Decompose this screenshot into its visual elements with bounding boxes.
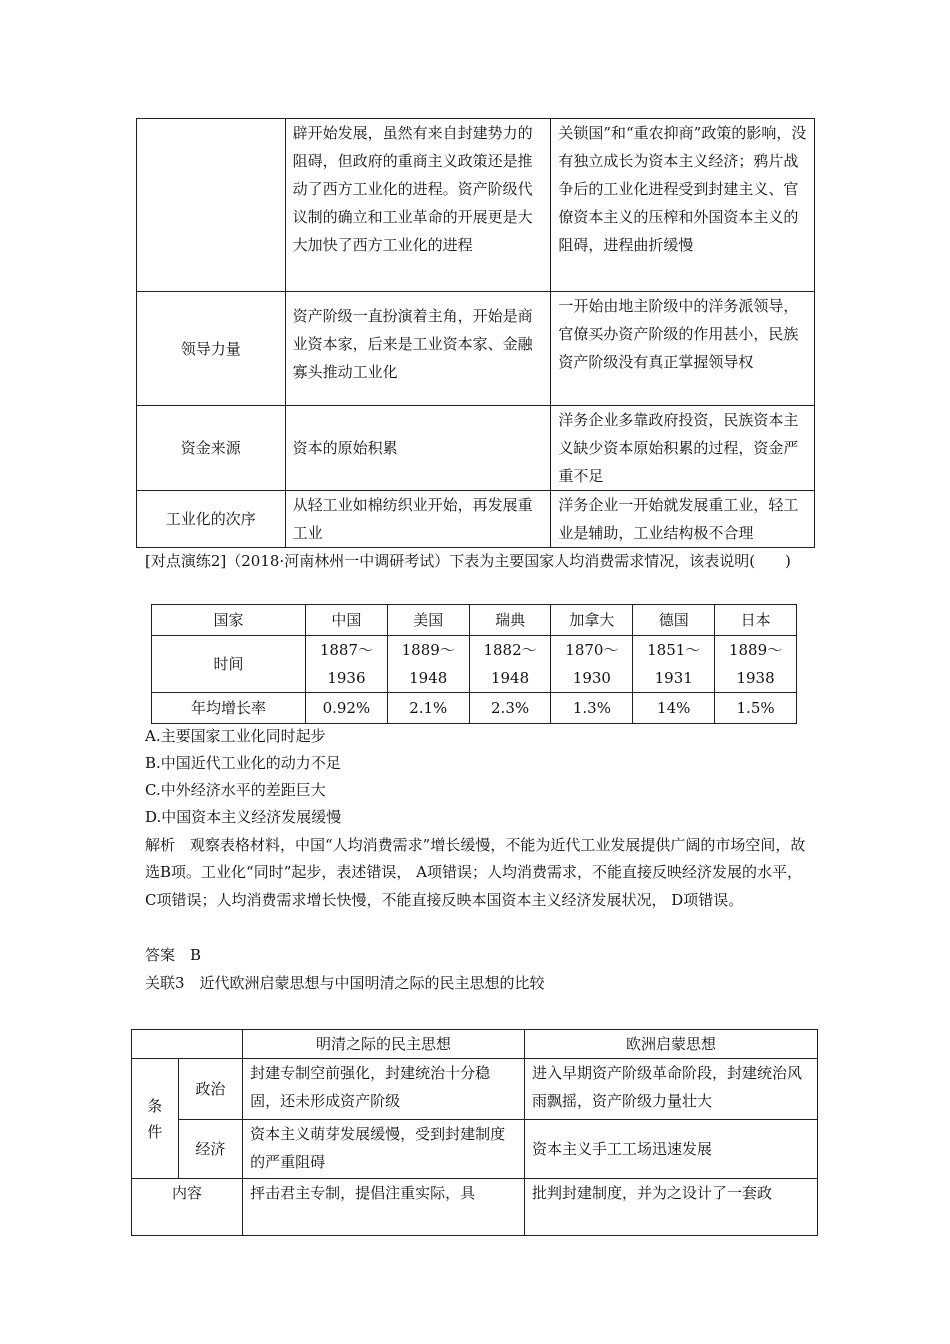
china-cell: 洋务企业一开始就发展重工业，轻工业是辅助，工业结构极不合理	[551, 491, 815, 548]
row-label: 时间	[152, 636, 306, 693]
header-cell: 欧洲启蒙思想	[525, 1030, 818, 1059]
row-label: 经济	[178, 1120, 243, 1179]
option-d: D.中国资本主义经济发展缓慢	[145, 808, 342, 826]
consumption-table	[151, 604, 797, 724]
rate-cell: 14%	[633, 693, 715, 724]
time-cell	[469, 636, 551, 693]
time-cell	[306, 636, 388, 693]
table-cell-empty	[132, 1030, 243, 1059]
time-cell	[715, 636, 797, 693]
header-cell: 中国	[306, 605, 388, 636]
header-cell: 国家	[152, 605, 306, 636]
euro-cell: 进入早期资产阶级革命阶段，封建统治风雨飘摇，资产阶级力量壮大	[525, 1059, 818, 1120]
header-cell: 德国	[633, 605, 715, 636]
enlightenment-comparison-table	[131, 1029, 818, 1236]
table-row	[137, 491, 815, 548]
time-start: 1851～	[647, 641, 701, 659]
industrialization-comparison-table	[136, 118, 815, 548]
time-start: 1870～	[565, 641, 619, 659]
china-cell: 一开始由地主阶级中的洋务派领导，官僚买办资产阶级的作用甚小，民族资产阶级没有真正掌握领导权	[551, 292, 815, 406]
time-cell	[633, 636, 715, 693]
condition-label: 条件	[132, 1059, 179, 1179]
header-cell: 加拿大	[551, 605, 633, 636]
table-row	[152, 693, 797, 724]
row-label: 内容	[132, 1179, 243, 1236]
table-row	[152, 636, 797, 693]
time-end: 1938	[736, 669, 775, 687]
time-cell	[387, 636, 469, 693]
west-cell: 从轻工业如棉纺织业开始，再发展重工业	[285, 491, 551, 548]
china-cell: 洋务企业多靠政府投资，民族资本主义缺少资本原始积累的过程，资金严重不足	[551, 406, 815, 491]
row-label: 资金来源	[137, 406, 286, 491]
time-cell	[551, 636, 633, 693]
west-cell: 资产阶级一直扮演着主角，开始是商业资本家，后来是工业资本家、金融寡头推动工业化	[285, 292, 551, 406]
header-cell: 美国	[387, 605, 469, 636]
row-label: 领导力量	[137, 292, 286, 406]
time-end: 1936	[327, 669, 366, 687]
china-cell: 关锁国”和“重农抑商”政策的影响，没有独立成长为资本主义经济；鸦片战争后的工业化进程受到封建主义、官僚资本主义的压榨和外国资本主义的阻碍，进程曲折缓慢	[551, 119, 815, 292]
row-label: 年均增长率	[152, 693, 306, 724]
table-row	[132, 1059, 818, 1120]
rate-cell: 0.92%	[306, 693, 388, 724]
west-cell: 资本的原始积累	[285, 406, 551, 491]
header-cell: 瑞典	[469, 605, 551, 636]
rate-cell: 2.1%	[387, 693, 469, 724]
table-row	[137, 406, 815, 491]
time-start: 1889～	[401, 641, 455, 659]
euro-cell: 资本主义手工工场迅速发展	[525, 1120, 818, 1179]
header-cell: 明清之际的民主思想	[243, 1030, 525, 1059]
time-start: 1889～	[728, 641, 783, 659]
table-row	[152, 605, 797, 636]
rate-cell: 1.3%	[551, 693, 633, 724]
option-b: B.中国近代工业化的动力不足	[145, 754, 341, 772]
table-row	[137, 292, 815, 406]
rate-cell: 1.5%	[715, 693, 797, 724]
ming-cell: 资本主义萌芽发展缓慢，受到封建制度的严重阻碍	[243, 1120, 525, 1179]
table-row	[137, 119, 815, 292]
table-row	[132, 1120, 818, 1179]
row-label: 政治	[178, 1059, 243, 1120]
option-c: C.中外经济水平的差距巨大	[145, 781, 326, 799]
time-start: 1887～	[319, 641, 373, 659]
header-cell: 日本	[715, 605, 797, 636]
table-cell-empty	[137, 119, 286, 292]
answer: 答案 B	[145, 946, 202, 964]
ming-cell: 抨击君主专制，提倡注重实际，具	[243, 1179, 525, 1236]
analysis: 解析 观察表格材料，中国“人均消费需求”增长缓慢，不能为近代工业发展提供广阔的市场空间，故选B项。工业化“同时”起步，表述错误， A项错误；人均消费需求，不能直接反映经济发展的水平， C项错误；人均消费需求增长快慢，不能直接反映本国资本主义经济发展状况， D项错误。	[145, 836, 806, 909]
time-start: 1882～	[483, 641, 537, 659]
time-end: 1948	[409, 669, 448, 687]
ming-cell: 封建专制空前强化，封建统治十分稳固，还未形成资产阶级	[243, 1059, 525, 1120]
question-stem: [对点演练2]（2018·河南林州一中调研考试）下表为主要国家人均消费需求情况，该表说明( )	[145, 552, 791, 570]
euro-cell: 批判封建制度，并为之设计了一套政	[525, 1179, 818, 1236]
option-a: A.主要国家工业化同时起步	[145, 727, 326, 745]
time-end: 1948	[490, 669, 530, 687]
rate-cell: 2.3%	[469, 693, 551, 724]
table-row	[132, 1030, 818, 1059]
west-cell: 辟开始发展，虽然有来自封建势力的阻碍，但政府的重商主义政策还是推动了西方工业化的进程。资产阶级代议制的确立和工业革命的开展更是大大加快了西方工业化的进程	[285, 119, 551, 292]
table-row	[132, 1179, 818, 1236]
time-end: 1930	[572, 669, 611, 687]
row-label: 工业化的次序	[137, 491, 286, 548]
time-end: 1931	[654, 669, 693, 687]
section-title: 关联3 近代欧洲启蒙思想与中国明清之际的民主思想的比较	[145, 974, 545, 992]
